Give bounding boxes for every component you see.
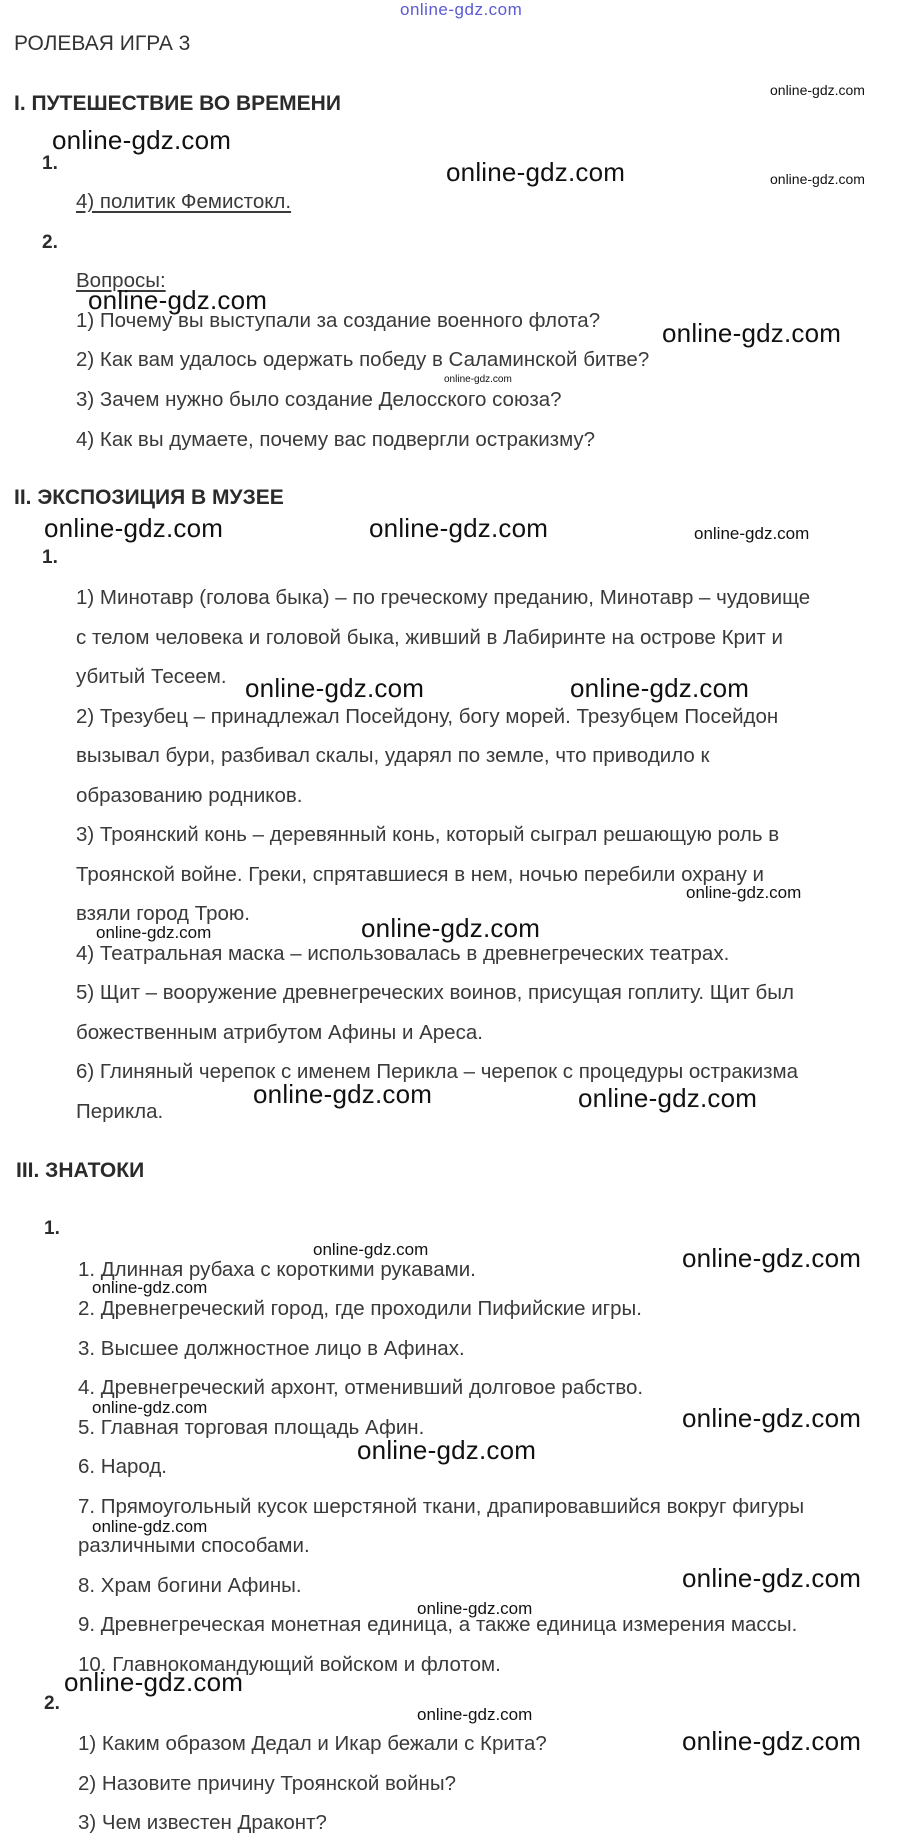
paragraph-line: образованию родников.	[76, 784, 303, 807]
list-item: 1) Каким образом Дедал и Икар бежали с Крита?	[78, 1732, 547, 1755]
paragraph-line: божественным атрибутом Афины и Ареса.	[76, 1021, 483, 1044]
list-item: 3. Высшее должностное лицо в Афинах.	[78, 1337, 465, 1360]
paragraph-line: вызывал бури, разбивал скалы, ударял по земле, что приводило к	[76, 744, 710, 767]
list-item: различными способами.	[78, 1534, 310, 1557]
question-number: 2.	[42, 232, 58, 253]
section-heading-museum: II. ЭКСПОЗИЦИЯ В МУЗЕЕ	[14, 486, 284, 509]
list-item: 10. Главнокомандующий войском и флотом.	[78, 1653, 501, 1676]
watermark: online-gdz.com	[446, 157, 626, 187]
watermark: online-gdz.com	[313, 1240, 429, 1259]
watermark: online-gdz.com	[444, 374, 512, 385]
questions-label: Вопросы:	[76, 269, 166, 292]
question-number: 2.	[44, 1693, 60, 1714]
watermark: online-gdz.com	[770, 82, 865, 98]
paragraph-line: 5) Щит – вооружение древнегреческих воинов, присущая гоплиту. Щит был	[76, 981, 794, 1004]
watermark: online-gdz.com	[682, 1243, 862, 1273]
watermark: online-gdz.com	[662, 318, 842, 348]
list-item: 1) Почему вы выступали за создание военного флота?	[76, 309, 601, 332]
paragraph-line: Троянской войне. Греки, спрятавшиеся в нем, ночью перебили охрану и	[76, 863, 765, 886]
watermark: online-gdz.com	[694, 524, 810, 543]
list-item: 2. Древнегреческий город, где проходили Пифийские игры.	[78, 1297, 642, 1320]
watermark: online-gdz.com	[770, 171, 865, 187]
watermark: online-gdz.com	[92, 1517, 208, 1536]
watermark: online-gdz.com	[357, 1435, 537, 1465]
watermark: online-gdz.com	[64, 1667, 244, 1697]
watermark: online-gdz.com	[245, 673, 425, 703]
list-item: 5. Главная торговая площадь Афин.	[78, 1416, 425, 1439]
paragraph-line: с телом человека и головой быка, живший в Лабиринте на острове Крит и	[76, 626, 783, 649]
watermark: online-gdz.com	[578, 1083, 758, 1113]
section-heading-experts: III. ЗНАТОКИ	[16, 1159, 145, 1182]
list-item: 8. Храм богини Афины.	[78, 1574, 302, 1597]
list-item: 6. Народ.	[78, 1455, 168, 1478]
list-item: 3) Зачем нужно было создание Делосского союза?	[76, 388, 562, 411]
watermark: online-gdz.com	[361, 913, 541, 943]
page-title: РОЛЕВАЯ ИГРА 3	[14, 32, 191, 55]
paragraph-line: взяли город Трою.	[76, 902, 250, 925]
paragraph-line: 3) Троянский конь – деревянный конь, который сыграл решающую роль в	[76, 823, 780, 846]
paragraph-line: 1) Минотавр (голова быка) – по греческому преданию, Минотавр – чудовище	[76, 586, 811, 609]
top-watermark: online-gdz.com	[400, 0, 523, 19]
watermark: online-gdz.com	[682, 1563, 862, 1593]
paragraph-line: 6) Глиняный черепок с именем Перикла – черепок с процедуры остракизма	[76, 1060, 799, 1083]
watermark: online-gdz.com	[417, 1705, 533, 1724]
list-item: 2) Как вам удалось одержать победу в Саламинской битве?	[76, 348, 650, 371]
watermark: online-gdz.com	[44, 513, 224, 543]
watermark: online-gdz.com	[682, 1403, 862, 1433]
watermark: online-gdz.com	[253, 1079, 433, 1109]
question-number: 1.	[42, 153, 58, 174]
answer-text: 4) политик Фемистокл.	[76, 190, 292, 213]
list-item: 2) Назовите причину Троянской войны?	[78, 1772, 456, 1795]
question-number: 1.	[44, 1218, 60, 1239]
watermark: online-gdz.com	[52, 125, 232, 155]
watermark: online-gdz.com	[369, 513, 549, 543]
list-item: 1. Длинная рубаха с короткими рукавами.	[78, 1258, 476, 1281]
watermark: online-gdz.com	[417, 1599, 533, 1618]
paragraph-line: убитый Тесеем.	[76, 665, 227, 688]
section-heading-time-travel: I. ПУТЕШЕСТВИЕ ВО ВРЕМЕНИ	[14, 92, 341, 115]
watermark: online-gdz.com	[96, 923, 212, 942]
paragraph-line: 4) Театральная маска – использовалась в древнегреческих театрах.	[76, 942, 730, 965]
watermark: online-gdz.com	[686, 883, 802, 902]
watermark: online-gdz.com	[88, 285, 268, 315]
watermark: online-gdz.com	[92, 1398, 208, 1417]
list-item: 3) Чем известен Драконт?	[78, 1811, 327, 1834]
watermark: online-gdz.com	[682, 1726, 862, 1756]
paragraph-line: Перикла.	[76, 1100, 164, 1123]
watermark: online-gdz.com	[570, 673, 750, 703]
list-item: 4. Древнегреческий архонт, отменивший долговое рабство.	[78, 1376, 644, 1399]
list-item: 4) Как вы думаете, почему вас подвергли остракизму?	[76, 428, 596, 451]
list-item: 9. Древнегреческая монетная единица, а также единица измерения массы.	[78, 1613, 798, 1636]
watermark: online-gdz.com	[92, 1278, 208, 1297]
question-number: 1.	[42, 547, 58, 568]
list-item: 7. Прямоугольный кусок шерстяной ткани, драпировавшийся вокруг фигуры	[78, 1495, 805, 1518]
paragraph-line: 2) Трезубец – принадлежал Посейдону, богу морей. Трезубцем Посейдон	[76, 705, 779, 728]
